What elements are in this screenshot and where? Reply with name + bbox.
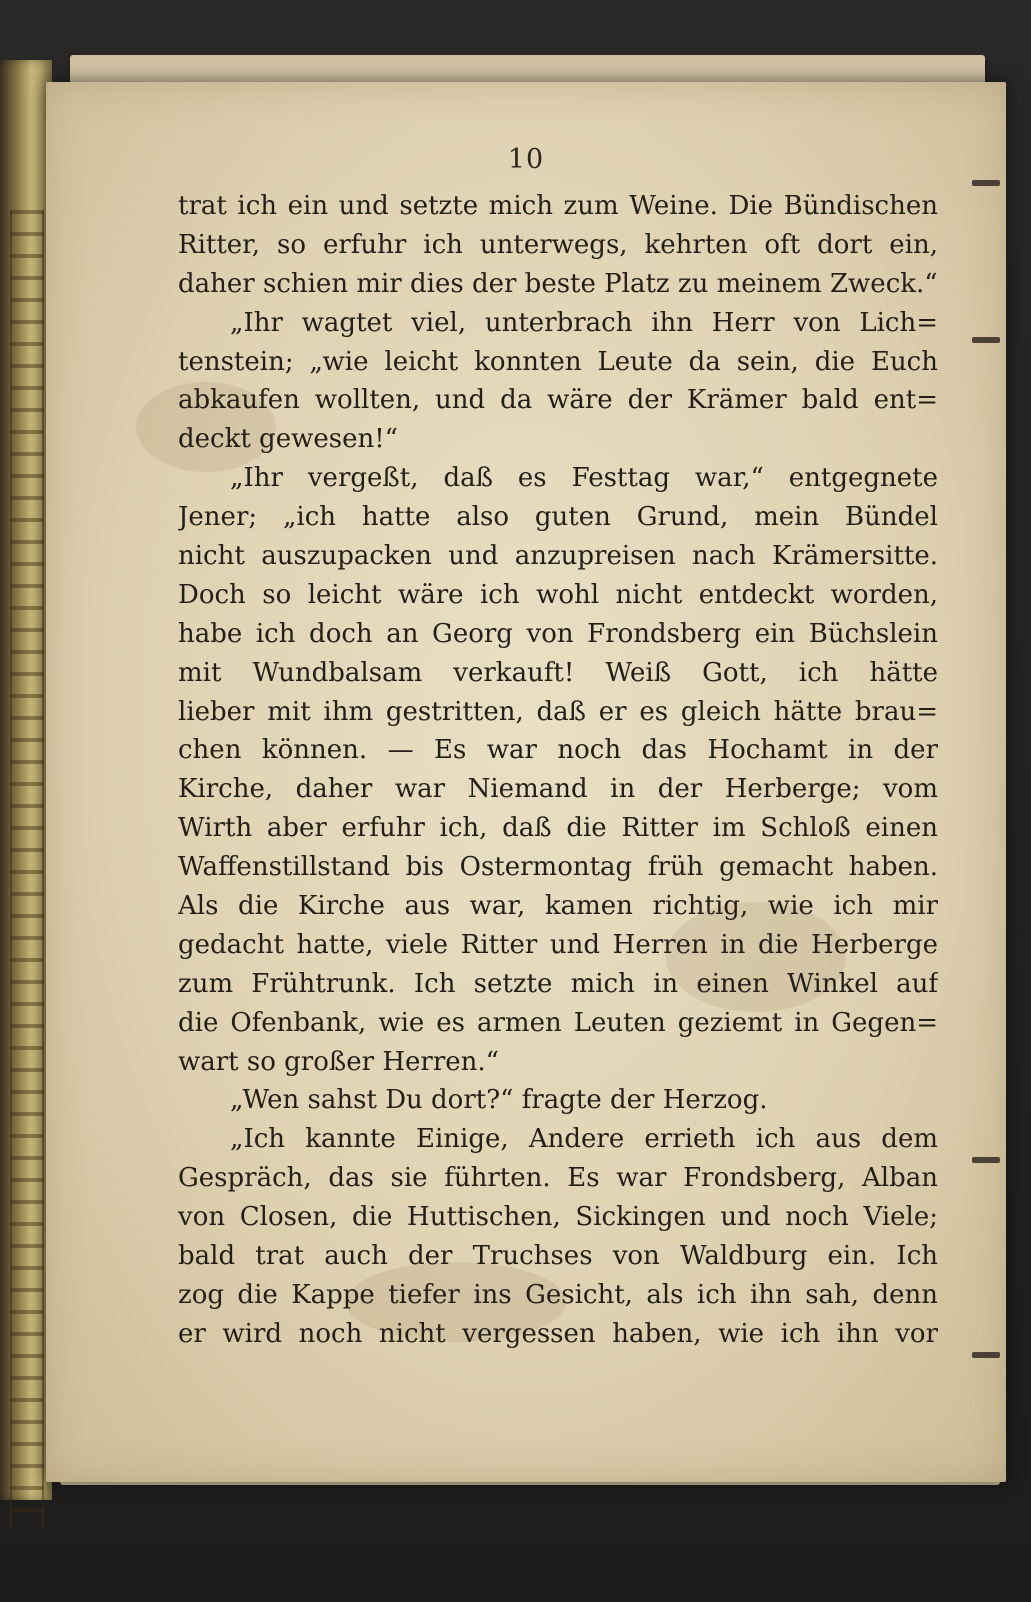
page-number: 10 <box>507 144 545 175</box>
text-line: daher schien mir dies der beste Platz zu meinem Zweck.“ <box>178 268 938 299</box>
text-line: gedacht hatte, viele Ritter und Herren in die Herberge <box>178 929 938 960</box>
text-line: Doch so leicht wäre ich wohl nicht entdeckt worden, <box>178 579 938 610</box>
body-text <box>178 187 938 1354</box>
text-line: mit Wundbalsam verkauft! Weiß Gott, ich hätte <box>178 657 938 688</box>
text-line: deckt gewesen!“ <box>178 424 398 455</box>
text-line: nicht auszupacken und anzupreisen nach Krämersitte. <box>178 541 938 572</box>
book-page <box>46 82 1006 1482</box>
text-line: Kirche, daher war Niemand in der Herberge; vom <box>178 774 938 805</box>
page-clip-mark <box>972 337 1000 343</box>
text-line: tenstein; „wie leicht konnten Leute da sein, die Euch <box>178 346 938 377</box>
book-binding <box>0 60 52 1500</box>
text-line: Ritter, so erfuhr ich unterwegs, kehrten oft dort ein, <box>178 229 938 260</box>
text-line: chen können. — Es war noch das Hochamt in der <box>178 735 938 766</box>
text-line: trat ich ein und setzte mich zum Weine. Die Bündischen <box>178 191 938 221</box>
text-line: Waffenstillstand bis Ostermontag früh gemacht haben. <box>178 852 938 883</box>
binding-ornament <box>10 210 44 1530</box>
text-line: Jener; „ich hatte also guten Grund, mein Bündel <box>178 502 938 533</box>
text-line: die Ofenbank, wie es armen Leuten geziemt in Gegen= <box>178 1007 938 1038</box>
text-line: habe ich doch an Georg von Frondsberg ein Büchslein <box>178 618 938 649</box>
text-line: zum Frühtrunk. Ich setzte mich in einen Winkel auf <box>178 968 938 999</box>
text-line: er wird noch nicht vergessen haben, wie ich ihn vor <box>178 1318 938 1349</box>
text-line: „Ich kannte Einige, Andere errieth ich aus dem <box>230 1124 938 1155</box>
page-clip-mark <box>972 1352 1000 1358</box>
text-line: abkaufen wollten, und da wäre der Krämer bald ent= <box>178 385 938 416</box>
text-line: Wirth aber erfuhr ich, daß die Ritter im Schloß einen <box>178 813 938 844</box>
text-line: von Closen, die Huttischen, Sickingen und noch Viele; <box>178 1202 938 1233</box>
text-line: „Ihr vergeßt, daß es Festtag war,“ entgegnete <box>230 463 938 494</box>
text-line: lieber mit ihm gestritten, daß er es gleich hätte brau= <box>178 696 938 727</box>
page-clip-mark <box>972 1157 1000 1163</box>
text-line: Gespräch, das sie führten. Es war Frondsberg, Alban <box>178 1163 938 1194</box>
page-clip-mark <box>972 180 1000 186</box>
text-line: „Wen sahst Du dort?“ fragte der Herzog. <box>230 1085 768 1116</box>
text-line: zog die Kappe tiefer ins Gesicht, als ich ihn sah, denn <box>178 1279 938 1310</box>
text-line: bald trat auch der Truchses von Waldburg ein. Ich <box>178 1241 938 1272</box>
text-line: Als die Kirche aus war, kamen richtig, wie ich mir <box>178 891 938 922</box>
text-line: wart so großer Herren.“ <box>178 1046 499 1077</box>
text-line: „Ihr wagtet viel, unterbrach ihn Herr von Lich= <box>230 307 938 338</box>
